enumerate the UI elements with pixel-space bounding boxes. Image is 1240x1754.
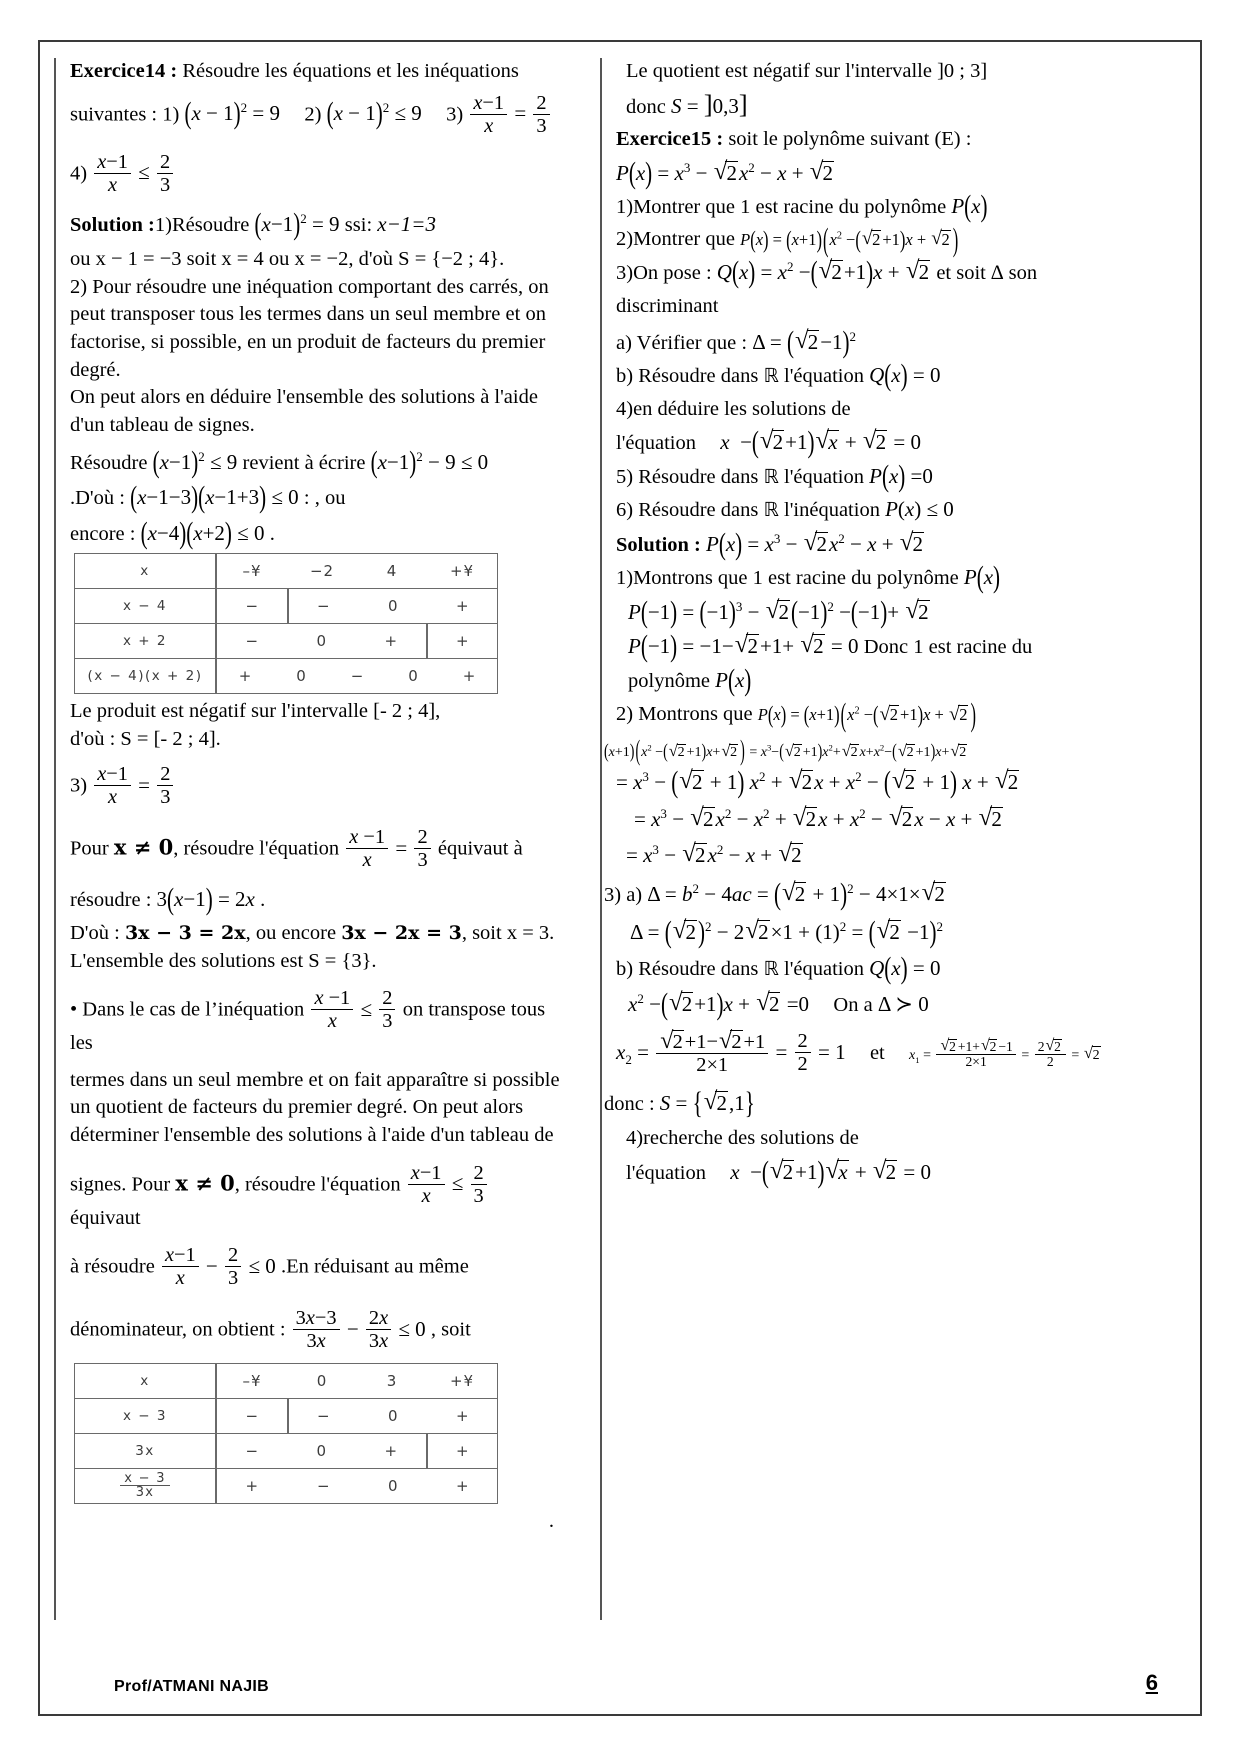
t2-h-c2: 3 — [386, 1372, 398, 1391]
produit-l2: d'où : S = [- 2 ; 4]. — [70, 727, 221, 750]
resoudre-eq2: $(x-1)^2 - 9 \le 0$ — [370, 444, 489, 480]
solution-poly: $P(x) = x^3$ − √ $2x^2 - x$ + √ 2 — [706, 526, 924, 562]
table-row — [75, 1434, 498, 1469]
solution-label-right: Solution : — [616, 533, 701, 556]
signes-prefix: signes. Pour — [70, 1173, 171, 1196]
t2-r1-cells — [216, 1434, 498, 1469]
t2-r1-label: 3x — [75, 1434, 217, 1469]
encore-prefix: encore : — [70, 522, 136, 545]
aresoudre-prefix: à résoudre — [70, 1255, 155, 1278]
dou-suffix: : , ou — [303, 487, 346, 510]
t2-r2-c0: + — [245, 1477, 259, 1496]
exercice15-statement: soit le polynôme suivant (E) : — [728, 128, 972, 151]
t1-r0-c4: + — [455, 597, 469, 616]
root-et: et — [869, 1041, 885, 1064]
termes-l2: un quotient de facteurs du premier degré. On peut alors — [70, 1096, 524, 1119]
t1-r0-c2: − — [316, 597, 330, 616]
q6-line — [616, 498, 1110, 522]
s2-text: 2) Montrons que — [616, 703, 753, 726]
solution-label-left: Solution : — [70, 213, 155, 236]
t2-r2-label-num: x − 3 — [120, 1472, 170, 1486]
t1-h-c2: 4 — [386, 562, 398, 581]
pour-cond: x ≠ 0 — [113, 834, 174, 860]
q5-mid: l'équation — [784, 465, 864, 488]
signes-suffix: équivaut — [70, 1206, 141, 1229]
q3-text: 3)On pose : — [616, 262, 712, 285]
donc-prefix: donc — [626, 95, 666, 118]
t1-r0-label: x − 4 — [75, 589, 217, 624]
s3b-eq2: $x^2$ −( √ 2+1)x + √ 2 =0 — [628, 986, 815, 1022]
t1-r1-cells — [216, 624, 498, 659]
s3b-eq2-suffix: On a — [833, 994, 873, 1017]
dou-eq: (x−1−3)(x−1+3) ≤ 0 — [130, 479, 304, 515]
donc-S-line — [604, 1085, 1110, 1121]
q1-px: P(x) — [951, 188, 988, 224]
t2-r0-label: x − 3 — [75, 1399, 217, 1434]
t2-r2-label — [75, 1469, 217, 1504]
q3b-R: ℝ — [763, 364, 779, 388]
expand-line3: = $x^3$ − √ $2x^2 - x^2$ + √ $2x + x^2$ − √ 2x − x + √ 2 — [634, 803, 1002, 831]
ensemble-line: L'ensemble des solutions est S = {3}. — [70, 949, 377, 972]
q1-text: 1)Montrer que 1 est racine du polynôme — [616, 196, 947, 219]
s3a-line — [604, 876, 1110, 912]
q3b-mid: l'équation — [784, 365, 864, 388]
q3b-prefix: b) Résoudre dans — [616, 365, 759, 388]
q3b-line — [616, 357, 1110, 393]
sol1-prefix: 1)Résoudre — [154, 213, 250, 236]
t2-r0-c2: − — [316, 1407, 330, 1426]
q3b-eq: Q(x) = 0 — [869, 357, 941, 393]
pour-mid: , résoudre l'équation — [173, 837, 340, 860]
sol2-p5: On peut alors en déduire l'ensemble des solutions à l'aide — [70, 386, 538, 409]
roots-line — [616, 1027, 1110, 1077]
t1-r0-c3: 0 — [387, 597, 398, 616]
t2-h-c3: +¥ — [449, 1372, 475, 1391]
s1-line — [616, 559, 1110, 595]
q3a-line — [616, 324, 1110, 359]
ex14-line2-prefix: suivantes : 1) — [70, 102, 180, 125]
denominateur-eq: $\frac{3x-3}{3x}$ − $\frac{2x}{3x}$ ≤ 0 — [291, 1317, 431, 1341]
donc-line — [616, 91, 1110, 119]
q3a-text: a) Vérifier que : — [616, 331, 748, 354]
t1-r2-c2: − — [350, 667, 364, 686]
pour-suffix: équivaut à — [437, 837, 523, 860]
dans-le-cas-prefix: • Dans le cas de l’inéquation — [70, 998, 305, 1021]
t1-header-cells — [216, 554, 498, 589]
denominateur-prefix: dénominateur, on obtient : — [70, 1318, 286, 1341]
ex14-item4-label: 4) — [70, 161, 88, 184]
item3-eq: $\frac{x-1}{x}$ = $\frac{2}{3}$ — [92, 773, 175, 797]
t1-r2-cells — [216, 659, 498, 694]
solution-heading-right — [616, 526, 1110, 562]
t1-r2-c4: + — [462, 667, 476, 686]
s3b-line — [616, 950, 1110, 986]
t2-r2-c2: − — [316, 1477, 330, 1496]
table-row — [75, 659, 498, 694]
resoudre-prefix: Résoudre — [70, 451, 148, 474]
q6-R: ℝ — [763, 498, 779, 522]
signes-line — [70, 1163, 562, 1230]
exercice14-heading — [70, 58, 562, 85]
t2-r2-label-den: 3x — [135, 1485, 155, 1501]
resoudre2-line — [70, 882, 562, 917]
sol2-p4: degré. — [70, 358, 121, 381]
resoudre2-prefix: résoudre : — [70, 889, 152, 912]
two-column-body — [38, 40, 1202, 1620]
sol2-p1: 2) Pour résoudre une inéquation comportant des carrés, on — [70, 275, 549, 298]
s3b-delta: Δ ≻ 0 — [877, 992, 929, 1017]
dou2-prefix: D'où : — [70, 921, 120, 944]
q4-line: 4)en déduire les solutions de — [616, 397, 851, 420]
q6-mid: l'inéquation — [784, 499, 880, 522]
q3-eq: $Q(x) = x^2$ −( √ 2+1)x + √ 2 — [716, 254, 930, 290]
s4-l2-prefix: l'équation — [626, 1162, 706, 1185]
dou-line — [70, 479, 562, 515]
dans-le-cas-eq: $\frac{x -1}{x}$ ≤ $\frac{2}{3}$ — [309, 997, 402, 1021]
t1-r1-c1: 0 — [316, 632, 327, 651]
left-column — [54, 58, 570, 1620]
t2-r2-cells — [216, 1469, 498, 1504]
t1-h-c3: +¥ — [449, 562, 475, 581]
ex14-eq2: $(x - 1)^2 \le 9$ — [326, 95, 428, 131]
sol2-p3: factorise, si possible, en un produit de facteurs du premier — [70, 331, 546, 354]
exercice15-heading — [616, 126, 1110, 153]
dou-prefix: .D'où : — [70, 487, 125, 510]
sol1-line2: ou x − 1 = −3 soit x = 4 ou x = −2, d'où S = {−2 ; 4}. — [70, 248, 505, 271]
s1-l3-px: P(x) — [715, 662, 752, 698]
page-number: 6 — [1145, 1670, 1158, 1695]
s3b-R: ℝ — [763, 956, 779, 980]
sol1-ssi-eq: x−1=3 — [377, 211, 436, 236]
dou2-line — [70, 920, 562, 947]
s4-l2 — [616, 1154, 1110, 1190]
sign-table-2 — [74, 1363, 498, 1504]
table-row — [75, 589, 498, 624]
signes-mid: , résoudre l'équation — [234, 1173, 401, 1196]
s3a-eq2: Δ = ( √ 2)$^2$ − 2 √ $2\times 1 + (1)^2$ = ( √ 2 −1)$^2$ — [630, 914, 943, 950]
expand-line4: = $x^3$ − √ $2x^2 - x$ + √ 2 — [626, 840, 802, 868]
encore-eq: (x−4)(x+2) ≤ 0 — [140, 515, 270, 551]
t1-r1-c2: + — [384, 632, 398, 651]
s4-l2-eq: x −( √ 2+1) √ x + √ 2 = 0 — [730, 1154, 932, 1190]
q4-l2-eq: x −( √ 2+1) √ x + √ 2 = 0 — [720, 424, 922, 460]
s3a-prefix: 3) a) — [604, 883, 643, 906]
ex14-eq3: $\frac{x-1}{x}$ = $\frac{2}{3}$ — [468, 101, 551, 125]
s1-px: P(x) — [963, 559, 1001, 595]
ex14-eq1: $(x - 1)^2 = 9$ — [184, 95, 286, 131]
table-row — [75, 1469, 498, 1504]
t1-r1-c4: + — [455, 632, 469, 651]
s4-line: 4)recherche des solutions de — [626, 1127, 859, 1150]
t2-r1-c4: + — [455, 1442, 469, 1461]
exercice14-statement: Résoudre les équations et les inéquations — [182, 60, 519, 82]
q5-line — [616, 458, 1110, 494]
q3-l2: discriminant — [616, 294, 719, 317]
ex14-eq4: $\frac{x-1}{x}$ ≤ $\frac{2}{3}$ — [92, 160, 175, 184]
s1-text: 1)Montrons que 1 est racine du polynôme — [616, 567, 959, 590]
sol2-p6: d'un tableau de signes. — [70, 414, 255, 436]
aresoudre-suffix: .En réduisant au même — [280, 1255, 469, 1278]
q3a-eq: Δ = ( √ 2−1)$^2$ — [752, 324, 857, 359]
solution-heading-left — [70, 206, 562, 242]
s1-eq1: $P(-1) = (-1)^3$ − √ $2(-1)^2 -(-1)+$ √ 2 — [628, 594, 929, 630]
donc-S-prefix: donc : — [604, 1092, 655, 1115]
s1-l3 — [616, 662, 1110, 698]
termes-l3: déterminer l'ensemble des solutions à l'aide d'un tableau de — [70, 1124, 554, 1147]
t2-r2-c3: 0 — [387, 1477, 398, 1496]
dou2-eq2: 3x − 2x = 3 — [341, 921, 462, 944]
t2-r1-c2: + — [384, 1442, 398, 1461]
termes-l1: termes dans un seul membre et on fait apparaître si possible — [70, 1068, 560, 1091]
s2-eq: $P(x) = (x+1)(x^2$ −( √ 2 +1)x + √ 2 ) — [757, 695, 976, 734]
page-footer — [56, 1670, 1184, 1696]
q4-l2-prefix: l'équation — [616, 432, 696, 455]
q5-prefix: 5) Résoudre dans — [616, 465, 759, 488]
q3-suffix: et soit ∆ son — [936, 262, 1038, 285]
t1-r1-c0: − — [245, 632, 259, 651]
resoudre-eq: $(x-1)^2 \le 9$ — [152, 444, 243, 480]
q2-text: 2)Montrer que — [616, 227, 735, 250]
t2-r0-cells — [216, 1399, 498, 1434]
t1-r2-label: (x − 4)(x + 2) — [75, 659, 217, 694]
s3b-prefix: b) Résoudre dans — [616, 957, 759, 980]
t1-r0-c0: − — [245, 597, 259, 616]
quotient-line: Le quotient est négatif sur l'intervalle ]0 ; 3] — [626, 60, 988, 82]
s3b-mid: l'équation — [784, 957, 864, 980]
signes-eq: $\frac{x-1}{x}$ ≤ $\frac{2}{3}$ — [406, 1171, 489, 1195]
root-x2: $x_2$ = √ 2+1− √ 2+1 2×1 = $\frac{2}{2}$ = 1 — [616, 1027, 851, 1076]
pour-prefix: Pour — [70, 837, 109, 860]
t2-r0-c0: − — [245, 1407, 259, 1426]
sol1-ssi: ssi: — [344, 213, 373, 236]
table-row — [75, 1399, 498, 1434]
q1-line — [616, 188, 1110, 224]
t1-r2-c3: 0 — [408, 667, 418, 686]
exercice14-title: Exercice14 : — [70, 60, 178, 82]
table-row — [75, 1364, 498, 1399]
encore-line — [70, 515, 562, 551]
encore-dot: . — [269, 522, 275, 545]
t1-r0-cells — [216, 589, 498, 624]
exercice14-items-line1 — [70, 93, 562, 138]
sol1-eq: $(x-1)^2 = 9$ — [254, 206, 345, 242]
s3b-eq: Q(x) = 0 — [869, 950, 941, 986]
sign-table-1 — [74, 553, 498, 694]
q2-line — [616, 220, 1110, 259]
resoudre-line — [70, 444, 562, 480]
t1-h-c1: −2 — [309, 562, 335, 581]
dans-le-cas-line — [70, 988, 562, 1055]
root-x1: $x_1$ = √ 2 +1+ √ 2 −1 2×1 = 2 √ 2 2 = √ 2 — [909, 1037, 1100, 1070]
produit-l1: Le produit est négatif sur l'intervalle [- 2 ; 4], — [70, 700, 441, 723]
aresoudre-eq: $\frac{x-1}{x}$ − $\frac{2}{3}$ ≤ 0 — [160, 1254, 281, 1278]
denominateur-line — [70, 1308, 562, 1353]
ex14-item3-label: 3) — [446, 102, 464, 125]
table-row — [75, 554, 498, 589]
q3-line — [616, 254, 1110, 290]
q6-prefix: 6) Résoudre dans — [616, 499, 759, 522]
item3-line — [70, 764, 562, 809]
s3b-eq2-line — [616, 986, 1110, 1022]
donc-S-eq: S = { √ 2,1} — [659, 1085, 755, 1121]
table-row — [75, 624, 498, 659]
pour-eq: $\frac{x -1}{x}$ = $\frac{2}{3}$ — [344, 836, 438, 860]
aresoudre-line — [70, 1245, 562, 1290]
denominateur-suffix: , soit — [430, 1318, 471, 1341]
sol2-p2: peut transposer tous les termes dans un seul membre et on — [70, 303, 546, 326]
signes-cond: x ≠ 0 — [175, 1170, 235, 1196]
dou2-eq1: 3x − 3 = 2x — [124, 921, 246, 944]
resoudre-mid: revient à écrire — [242, 451, 366, 474]
s1-l3-prefix: polynôme — [628, 669, 710, 692]
resoudre2-dot: . — [260, 889, 266, 912]
dans-le-cas-suffix: on transpose tous les — [70, 998, 546, 1055]
exercice15-title: Exercice15 : — [616, 128, 724, 151]
t2-header-label: x — [75, 1364, 217, 1399]
t2-r1-c1: 0 — [316, 1442, 327, 1461]
ex14-item2-label: 2) — [304, 102, 322, 125]
right-column — [600, 58, 1116, 1620]
s3a-eq: $\Delta = b^2 - 4ac$ = ( √ 2 + 1)$^2$ − 4×1× √ 2 — [647, 876, 945, 912]
t1-r1-label: x + 2 — [75, 624, 217, 659]
ex15-poly: $P(x) = x^3$ − √ $2x^2 - x$ + √ 2 — [616, 155, 834, 191]
author-credit: Prof/ATMANI NAJIB — [114, 1678, 270, 1695]
t1-h-c0: –¥ — [242, 562, 262, 581]
t1-r2-c1: 0 — [296, 667, 306, 686]
expand-line1: $(x+1)(x^2$ −( √ 2 +1)x+ √ 2 ) = $x^3-$( √ $2 +1)x^2+$ √ 2 $x+x^2-$( √ 2 +1)x+ √ 2 — [604, 737, 967, 768]
t2-r1-c0: − — [245, 1442, 259, 1461]
expand-line2: = $x^3$ − ( √ 2 + 1) $x^2$ + √ $2x + x^2$ − ( √ 2 + 1) x + √ 2 — [616, 764, 1019, 800]
dou2-suffix: , soit x = 3. — [461, 921, 555, 944]
t1-header-label: x — [75, 554, 217, 589]
dou2-mid: , ou encore — [245, 921, 337, 944]
t2-r0-c3: 0 — [387, 1407, 398, 1426]
t2-h-c0: –¥ — [242, 1372, 262, 1391]
q6-eq: P(x) ≤ 0 — [885, 497, 954, 522]
final-dot: . — [548, 1510, 554, 1533]
item3-label: 3) — [70, 774, 88, 797]
q5-eq: P(x) =0 — [869, 458, 933, 494]
resoudre2-eq: 3(x−1) = 2x — [156, 882, 255, 917]
t2-h-c1: 0 — [316, 1372, 328, 1391]
t2-r2-c4: + — [455, 1477, 469, 1496]
s2-line — [616, 695, 1110, 734]
t2-header-cells — [216, 1364, 498, 1399]
s1-eq2-suffix: Donc 1 est racine du — [863, 636, 1033, 659]
q4-l2 — [616, 424, 1110, 460]
q2-eq: $P(x) = (x+1)(x^2$ −( √ 2 +1)x + √ 2 ) — [740, 220, 959, 259]
s1-eq2-line — [616, 628, 1110, 664]
donc-eq: S = ]0,3] — [670, 89, 748, 119]
t1-r2-c0: + — [238, 667, 252, 686]
s1-eq2: P(−1) = −1− √ 2+1+ √ 2 = 0 — [628, 628, 864, 664]
q5-R: ℝ — [763, 464, 779, 488]
exercice14-item4-line — [70, 152, 562, 197]
pour-line — [70, 827, 562, 872]
t2-r0-c4: + — [455, 1407, 469, 1426]
